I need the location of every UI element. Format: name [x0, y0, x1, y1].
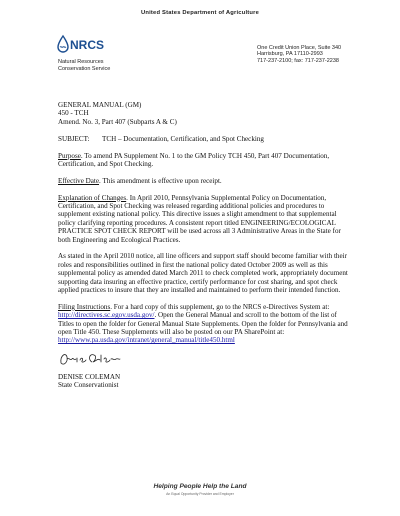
agency-line: Natural Resources: [58, 59, 104, 65]
nrcs-water-drop-icon: [58, 36, 68, 52]
explanation-label: Explanation of Changes: [58, 193, 127, 202]
office-address: [257, 45, 341, 64]
purpose-text: . To amend PA Supplement No. 1 to the GM Policy TCH 450, Part 407 Documentation, Certification, and Spot Checking.: [58, 151, 330, 169]
equal-opportunity-statement: An Equal Opportunity Provider and Employer: [166, 492, 234, 496]
signer-name: DENISE COLEMAN: [58, 372, 121, 381]
footer-slogan: Helping People Help the Land: [153, 483, 247, 490]
logo-text: NRCS: [70, 38, 105, 52]
filing-paragraph: [58, 303, 350, 345]
filing-text-1: . For a hard copy of this supplement, go to the NRCS e-Directives System at:: [110, 302, 330, 311]
effective-date-label: Effective Date: [58, 176, 100, 185]
department-name: United States Department of Agriculture: [140, 10, 260, 16]
manual-header: [58, 101, 350, 126]
filing-label: Filing Instructions: [58, 302, 111, 311]
manual-code: 450 - TCH: [58, 109, 89, 118]
subject-text: TCH – Documentation, Certification, and Spot Checking: [102, 134, 264, 143]
nrcs-logo: [57, 34, 111, 54]
agency-name: [58, 59, 110, 73]
subject-label: SUBJECT:: [58, 134, 90, 143]
amendment-line: Amend. No. 3, Part 407 (Subparts A & C): [58, 117, 177, 126]
explanation-text: . In April 2010, Pennsylvania Supplemental Policy on Documentation, Certification, and Spot Checking was released regarding additional policies and procedures to supplement existing national policy. This directive issues a slight amendment to that supplemental policy clarifying reporting procedures. A consistent report titled ENGINEERING/ECOLOGICAL PRACTICE SPOT CHECK REPORT will be used across all 3 Administrative Areas in the State for both Engineering and Ecological Practices.: [58, 193, 341, 244]
notice-paragraph: As stated in the April 2010 notice, all line officers and support staff should become familiar with their roles and responsibilities outlined in first the national policy dated October 2009 as well as this supplemental policy as amended dated March 2011 to check completed work, appropriately document supporting data insuring an effective practice, certify performance for cost sharing, and spot check applied practices to insure that they are installed and maintained to perform their intended function.: [58, 252, 348, 295]
letter-body: [58, 101, 350, 390]
agency-line: Conservation Service: [58, 66, 111, 72]
subject-line: [58, 135, 350, 143]
explanation-paragraph: [58, 194, 350, 244]
signer-title: State Conservationist: [58, 381, 119, 390]
effective-date-paragraph: [58, 177, 350, 185]
sharepoint-link[interactable]: http://www.pa.usda.gov/intranet/general_manual/title450.html: [58, 336, 235, 345]
address-line: One Credit Union Place, Suite 340: [257, 45, 342, 51]
purpose-label: Purpose: [58, 151, 81, 160]
effective-date-text: . This amendment is effective upon receipt.: [99, 176, 222, 185]
manual-title: GENERAL MANUAL (GM): [58, 101, 142, 109]
purpose-paragraph: [58, 152, 350, 169]
address-line: 717-237-2100; fax: 717-237-2238: [257, 57, 339, 64]
signature-block: [58, 373, 350, 390]
filing-text-2: . Open the General Manual and scroll to the bottom of the list of Titles to open the folder for General Manual State Supplements. Open the folder for Pennsylvania and open Title 450. These Supplements will also be posted on our PA SharePoint at:: [58, 311, 348, 337]
handwritten-signature: [58, 349, 122, 371]
address-line: Harrisburg, PA 17110-2993: [257, 51, 323, 58]
e-directives-link[interactable]: http://directives.sc.egov.usda.gov/: [58, 311, 155, 320]
